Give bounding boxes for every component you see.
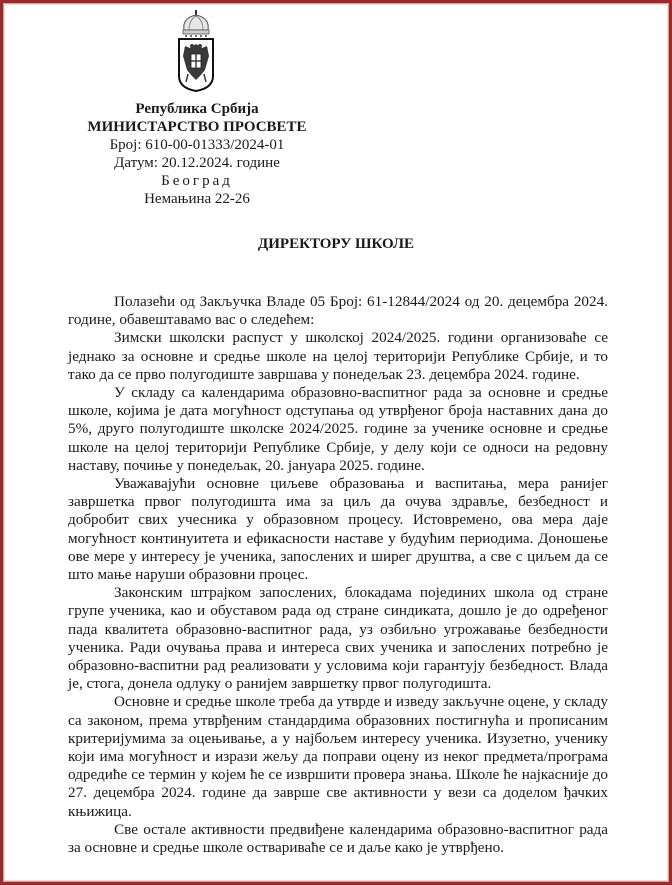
paragraph-winter-break: Зимски школски распуст у школској 2024/2025. години организоваће се једнако за основне и средње школе на целој територији Републике Србије, и то тако да се прво полугодиште завршава у понедељак 23. децембра 2024. године.: [68, 329, 608, 383]
document-number: Број: 610-00-01333/2024-01: [109, 137, 285, 153]
paragraph-goals: Уважавајући основне циљеве образовања и васпитања, мера ранијег завршетка првог полугодишта има за циљ да очува здравље, безбедност и добробит свих учесника у образовном процесу. Истовремено, ова мера даје могућност континуитета и ефикасности наставе у будућим периодима. Доношење ове мере у интересу је ученика, запослених и ширег друштва, а све с циљем да се што мање наруши образовни процес.: [68, 475, 608, 584]
paragraph-other-activities: Све остале активности предвиђене календарима образовно-васпитног рада за основне и средње школе оствариваће се и даље како је утврђено.: [68, 820, 608, 857]
city: Београд: [161, 173, 233, 189]
paragraph-grades: Основне и средње школе треба да утврде и изведу закључне оцене, у складу са законом, према утврђеним стандардима образовних постигнућа и прописаним критеријумима за оцењивање, а у најбољем интересу ученика. Изузетно, ученику који има могућност и изрази жељу да поправи оцену из неког предмета/програма одредиће се термин у којем ће се извршити провера знања. Школе ће најкасније до 27. децембра 2024. године да заврше све активности у вези са доделом ђачких књижица.: [68, 693, 608, 820]
addressee-heading: ДИРЕКТОРУ ШКОЛЕ: [257, 236, 415, 252]
address: Немањина 22-26: [144, 191, 250, 207]
document-date: Датум: 20.12.2024. године: [114, 155, 280, 171]
serbia-coat-of-arms-icon: [176, 10, 216, 92]
paragraph-strike: Законским штрајком запослених, блокадама појединих школа од стране групе ученика, као и обуставом рада од стране синдиката, дошло је до одређеног пада квалитета образовно-васпитног рада, уз озбиљно угрожавање безбедности ученика. Ради очувања права и интереса свих ученика и запослених потребно је образовно-васпитни рад реализовати у условима који гарантују безбедност. Влада је, стога, донела одлуку о ранијем завршетку првог полугодишта.: [68, 584, 608, 693]
paragraph-intro: Полазећи од Закључка Владе 05 Број: 61-12844/2024 од 20. децембра 2024. године, обавештавамо вас о следећем:: [68, 293, 608, 329]
paragraph-second-semester: У складу са календарима образовно-васпитног рада за основне и средње школе, којима је дата могућност одступања од утврђеног броја наставних дана до 5%, друго полугодиште школске 2024/2025. године за ученике основне и средње школе на целој територији Републике Србије, у делу који се односи на редовну наставу, почиње у понедељак, 20. јануара 2025. године.: [68, 384, 608, 474]
letter-body: [68, 293, 608, 857]
ministry-name: МИНИСТАРСТВО ПРОСВЕТЕ: [87, 119, 307, 135]
country-name: Република Србија: [135, 101, 259, 117]
letterhead: [82, 100, 312, 208]
